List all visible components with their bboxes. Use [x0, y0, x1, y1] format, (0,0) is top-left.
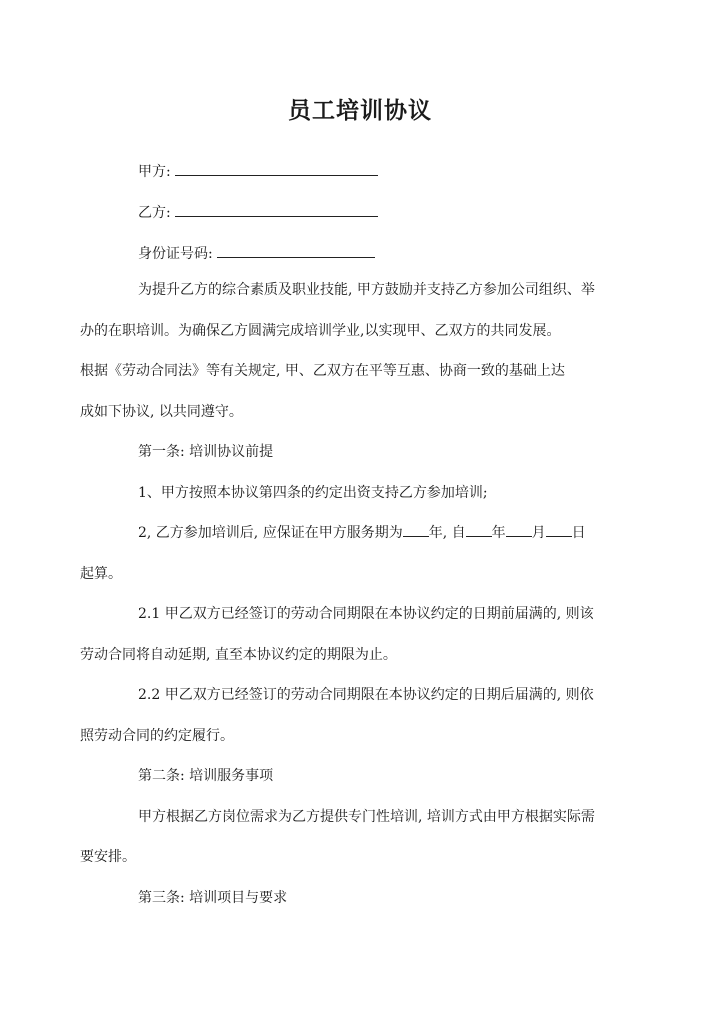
start-month-blank — [506, 522, 532, 537]
party-b-blank — [175, 201, 378, 217]
party-b-label: 乙方: — [138, 205, 171, 221]
intro-line-1: 为提升乙方的综合素质及职业技能, 甲方鼓励并支持乙方参加公司组织、举 — [138, 282, 595, 298]
item-2-end: 起算。 — [80, 565, 122, 582]
article-2-line-1: 甲方根据乙方岗位需求为乙方提供专门性培训, 培训方式由甲方根据实际需 — [138, 808, 595, 825]
party-a-blank — [175, 160, 378, 176]
intro-paragraph — [80, 270, 613, 432]
article-2-line-2: 要安排。 — [80, 849, 136, 865]
article-3-heading: 第三条: 培训项目与要求 — [138, 889, 288, 906]
item-2-2-line-1: 2.2 甲乙双方已经签订的劳动合同期限在本协议约定的日期后届满的, 则依 — [138, 687, 594, 703]
document-title: 员工培训协议 — [288, 98, 432, 124]
start-year-blank — [466, 522, 492, 537]
start-day-blank — [546, 522, 572, 537]
item-2-year-label: 年 — [491, 525, 506, 541]
party-b-field — [138, 201, 378, 223]
article-2-heading: 第二条: 培训服务事项 — [138, 768, 274, 784]
article-1-item-2 — [80, 513, 613, 594]
item-2-2-line-2: 照劳动合同的约定履行。 — [80, 727, 234, 744]
article-2-paragraph — [80, 797, 613, 878]
article-1-item-2-1 — [80, 594, 613, 675]
intro-line-4: 成如下协议, 以共同遵守。 — [80, 403, 243, 420]
id-number-field — [138, 242, 375, 264]
document-body — [80, 270, 613, 918]
service-years-blank — [403, 522, 429, 537]
id-number-label: 身份证号码: — [138, 246, 213, 262]
item-2-month-label: 月 — [531, 525, 546, 541]
item-2-1-line-1: 2.1 甲乙双方已经签订的劳动合同期限在本协议约定的日期前届满的, 则该 — [138, 606, 594, 622]
id-number-blank — [217, 242, 375, 258]
intro-line-3: 根据《劳动合同法》等有关规定, 甲、乙双方在平等互惠、协商一致的基础上达 — [80, 363, 565, 379]
intro-line-2: 办的在职培训。为确保乙方圆满完成培训学业,以实现甲、乙双方的共同发展。 — [80, 322, 561, 339]
article-1-heading: 第一条: 培训协议前提 — [138, 444, 274, 460]
item-2-year-from: 年, 自 — [428, 525, 466, 541]
item-2-text: 2, 乙方参加培训后, 应保证在甲方服务期为 — [138, 525, 403, 541]
article-1-item-1: 1、甲方按照本协议第四条的约定出资支持乙方参加培训; — [138, 484, 488, 501]
item-2-1-line-2: 劳动合同将自动延期, 直至本协议约定的期限为止。 — [80, 646, 397, 663]
item-2-day-label: 日 — [571, 525, 586, 541]
party-a-label: 甲方: — [138, 164, 171, 180]
party-a-field — [138, 160, 378, 182]
article-1-item-2-2 — [80, 675, 613, 756]
